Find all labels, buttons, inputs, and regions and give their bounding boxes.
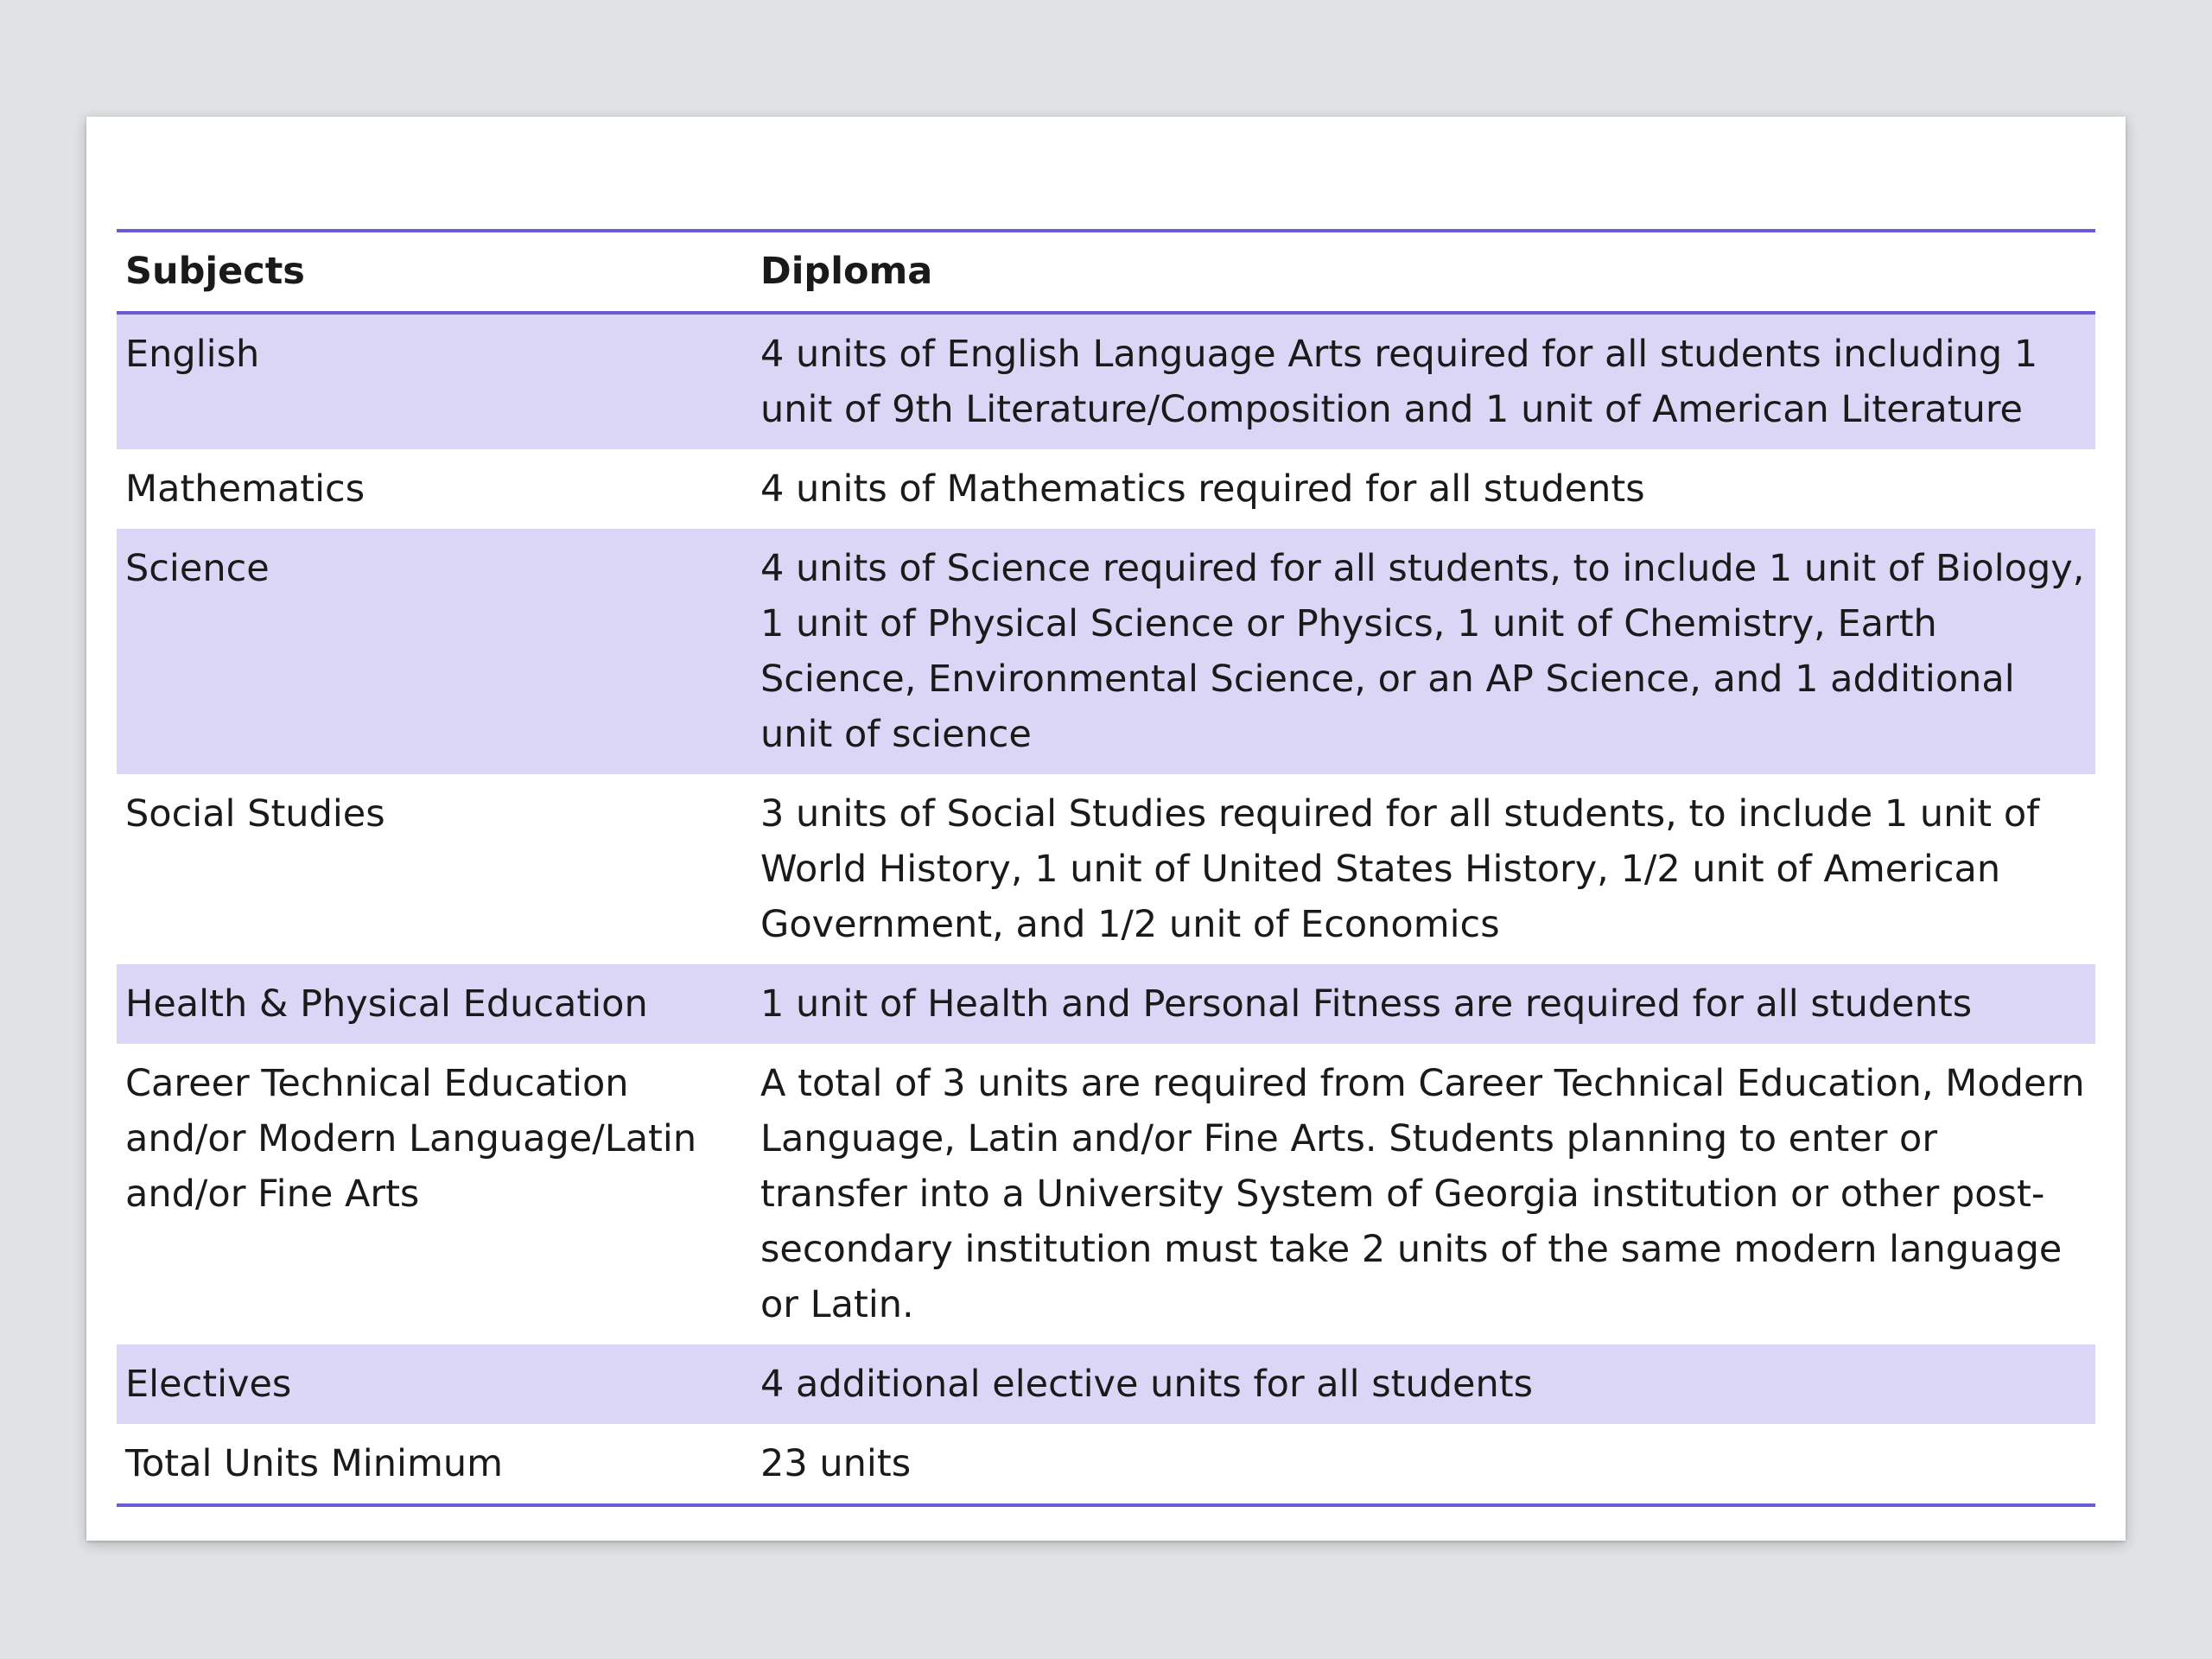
- table-body: [117, 313, 2095, 1505]
- diploma-cell: 4 units of Mathematics required for all students: [760, 467, 1645, 511]
- subject-cell: Mathematics: [125, 467, 365, 511]
- graduation-requirements-table: [117, 229, 2095, 1507]
- header-row: [117, 231, 2095, 313]
- subject-cell: Science: [125, 547, 270, 590]
- header-diploma: Diploma: [760, 250, 933, 293]
- diploma-cell: 4 units of English Language Arts required for all students including 1 unit of 9th Literature/Composition and 1 unit of American Literature: [760, 333, 2038, 431]
- table-row: [117, 1044, 2095, 1344]
- table-row: [117, 1344, 2095, 1424]
- diploma-cell: 1 unit of Health and Personal Fitness are required for all students: [760, 982, 1973, 1026]
- subject-cell: Total Units Minimum: [125, 1442, 503, 1485]
- diploma-cell: 4 additional elective units for all students: [760, 1363, 1533, 1406]
- diploma-cell: A total of 3 units are required from Career Technical Education, Modern Language, Latin and/or Fine Arts. Students planning to enter or transfer into a University System of Georgia institution or other post-secondary institution must take 2 units of the same modern language or Latin.: [760, 1062, 2085, 1326]
- diploma-cell: 4 units of Science required for all students, to include 1 unit of Biology, 1 unit of Physical Science or Physics, 1 unit of Chemistry, Earth Science, Environmental Science, or an AP Science, and 1 additional unit of science: [760, 547, 2085, 756]
- table-row: [117, 774, 2095, 964]
- table-row: [117, 964, 2095, 1044]
- subject-cell: English: [125, 333, 260, 376]
- diploma-cell: 23 units: [760, 1442, 912, 1485]
- subject-cell: Social Studies: [125, 792, 385, 836]
- table-row: [117, 1424, 2095, 1505]
- slide: [86, 117, 2126, 1541]
- table-row: [117, 449, 2095, 529]
- subject-cell: Electives: [125, 1363, 292, 1406]
- table-header: [117, 231, 2095, 313]
- table-row: [117, 313, 2095, 449]
- subject-cell: Career Technical Education and/or Modern Language/Latin and/or Fine Arts: [125, 1062, 697, 1216]
- header-subjects: Subjects: [125, 250, 305, 293]
- table-row: [117, 529, 2095, 774]
- subject-cell: Health & Physical Education: [125, 982, 648, 1026]
- diploma-cell: 3 units of Social Studies required for all students, to include 1 unit of World History, 1 unit of United States History, 1/2 unit of American Government, and 1/2 unit of Economics: [760, 792, 2040, 946]
